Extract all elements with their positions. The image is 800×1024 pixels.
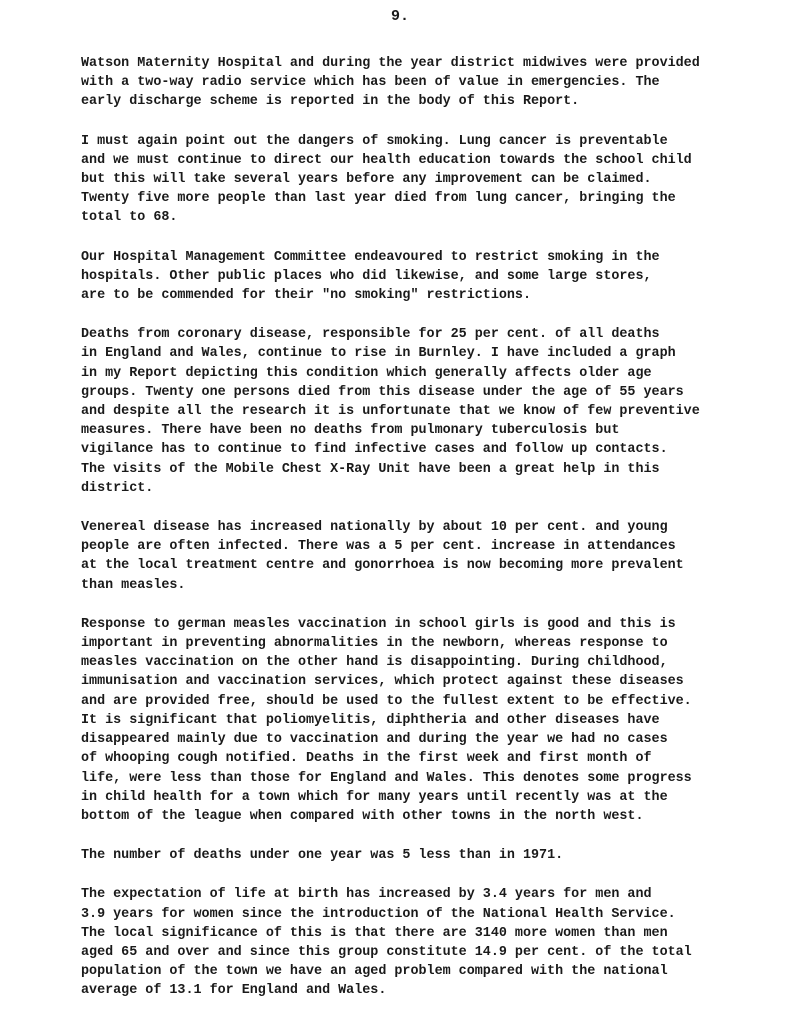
paragraph-maternity-radio [81, 54, 761, 112]
text-line: at the local treatment centre and gonorrhoea is now becoming more prevalent [81, 558, 684, 574]
text-line: Deaths from coronary disease, responsible for 25 per cent. of all deaths [81, 327, 660, 343]
paragraph-venereal-disease [81, 518, 761, 595]
text-line: measures. There have been no deaths from pulmonary tuberculosis but [81, 423, 620, 439]
text-line: but this will take several years before any improvement can be claimed. [81, 172, 652, 188]
paragraph-hospital-smoking [81, 248, 761, 306]
text-line: groups. Twenty one persons died from this disease under the age of 55 years [81, 384, 684, 400]
text-line: Venereal disease has increased nationally by about 10 per cent. and young [81, 520, 668, 536]
text-line: are to be commended for their "no smoking" restrictions. [81, 288, 531, 304]
text-line: in England and Wales, continue to rise in Burnley. I have included a graph [81, 346, 676, 362]
document-body [81, 54, 761, 1021]
text-line: and despite all the research it is unfortunate that we know of few preventive [81, 404, 700, 420]
paragraph-life-expectancy [81, 885, 761, 1000]
page-number: 9. [390, 8, 409, 25]
text-line: The local significance of this is that there are 3140 more women than men [81, 925, 668, 941]
text-line: The visits of the Mobile Chest X-Ray Unit have been a great help in this [81, 461, 660, 477]
text-line: The expectation of life at birth has increased by 3.4 years for men and [81, 887, 652, 903]
text-line: in my Report depicting this condition which generally affects older age [81, 365, 652, 381]
text-line: life, were less than those for England and Wales. This denotes some progress [81, 770, 692, 786]
paragraph-infant-deaths [81, 846, 761, 865]
text-line: important in preventing abnormalities in the newborn, whereas response to [81, 636, 668, 652]
text-line: bottom of the league when compared with other towns in the north west. [81, 808, 644, 824]
text-line: Watson Maternity Hospital and during the year district midwives were provided [81, 56, 700, 71]
text-line: hospitals. Other public places who did likewise, and some large stores, [81, 268, 652, 284]
paragraph-smoking [81, 132, 761, 228]
text-line: population of the town we have an aged problem compared with the national [81, 964, 668, 980]
text-line: The number of deaths under one year was 5 less than in 1971. [81, 848, 564, 864]
text-line: total to 68. [81, 210, 178, 226]
paragraph-vaccination [81, 615, 761, 826]
text-line: of whooping cough notified. Deaths in the first week and first month of [81, 751, 652, 767]
text-line: vigilance has to continue to find infective cases and follow up contacts. [81, 442, 668, 458]
text-line: Twenty five more people than last year died from lung cancer, bringing the [81, 191, 676, 207]
text-line: than measles. [81, 577, 186, 593]
text-line: aged 65 and over and since this group constitute 14.9 per cent. of the total [81, 944, 692, 960]
text-line: in child health for a town which for many years until recently was at the [81, 789, 668, 805]
paragraph-coronary-disease [81, 325, 761, 498]
text-line: and are provided free, should be used to the fullest extent to be effective. [81, 693, 692, 709]
text-line: immunisation and vaccination services, which protect against these diseases [81, 674, 684, 690]
text-line: measles vaccination on the other hand is disappointing. During childhood, [81, 655, 668, 671]
text-line: early discharge scheme is reported in the body of this Report. [81, 94, 580, 110]
text-line: average of 13.1 for England and Wales. [81, 983, 387, 999]
text-line: Response to german measles vaccination in school girls is good and this is [81, 616, 676, 632]
text-line: people are often infected. There was a 5 per cent. increase in attendances [81, 539, 676, 555]
text-line: and we must continue to direct our health education towards the school child [81, 152, 692, 168]
text-line: It is significant that poliomyelitis, diphtheria and other diseases have [81, 712, 660, 728]
text-line: Our Hospital Management Committee endeavoured to restrict smoking in the [81, 249, 660, 265]
text-line: disappeared mainly due to vaccination and during the year we had no cases [81, 732, 668, 748]
text-line: district. [81, 480, 154, 496]
text-line: with a two-way radio service which has been of value in emergencies. The [81, 75, 660, 91]
text-line: I must again point out the dangers of smoking. Lung cancer is preventable [81, 133, 668, 149]
text-line: 3.9 years for women since the introduction of the National Health Service. [81, 906, 676, 922]
